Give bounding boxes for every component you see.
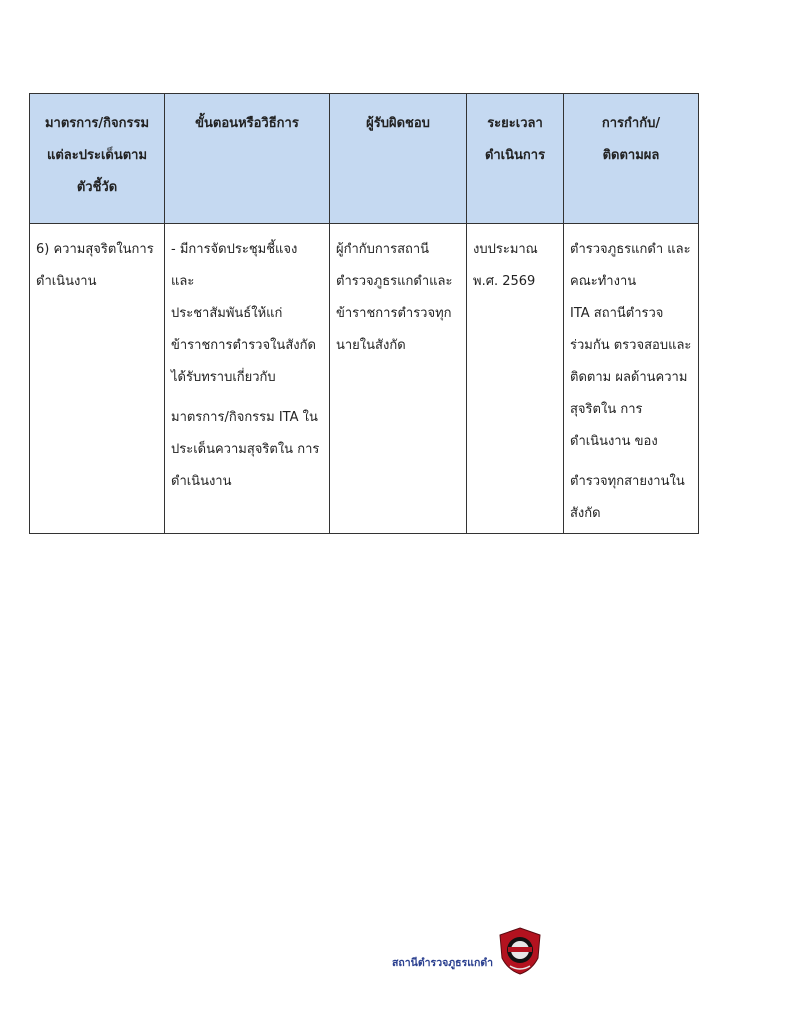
header-measure: มาตรการ/กิจกรรม แต่ละประเด็นตาม ตัวชี้วัด — [30, 94, 165, 224]
header-monitoring: การกำกับ/ ติดตามผล — [564, 94, 699, 224]
header-method: ขั้นตอนหรือวิธีการ — [165, 94, 330, 224]
header-responsible: ผู้รับผิดชอบ — [330, 94, 467, 224]
police-badge-icon — [496, 926, 544, 976]
table-row — [30, 224, 699, 534]
measures-table — [29, 93, 699, 534]
cell-responsible: ผู้กำกับการสถานี ตำรวจภูธรแกดำและ ข้าราชการตำรวจทุก นายในสังกัด — [330, 224, 467, 534]
cell-method: - มีการจัดประชุมชี้แจง และ ประชาสัมพันธ์ให้แก่ ข้าราชการตำรวจในสังกัด ได้รับทราบเกี่ยวกับ มาตรการ/กิจกรรม ITA ใน ประเด็นความสุจริตใน การ ดำเนินงาน — [165, 224, 330, 534]
footer-station-name: สถานีตำรวจภูธรแกดำ — [392, 957, 494, 969]
header-row — [30, 94, 699, 224]
cell-period: งบประมาณ พ.ศ. 2569 — [467, 224, 564, 534]
cell-measure: 6) ความสุจริตในการ ดำเนินงาน — [30, 224, 165, 534]
cell-monitoring: ตำรวจภูธรแกดำ และ คณะทำงาน ITA สถานีตำรวจ ร่วมกัน ตรวจสอบและ ติดตาม ผลด้านความ สุจริตใน การ ดำเนินงาน ของ ตำรวจทุกสายงานใน สังกัด — [564, 224, 699, 534]
header-period: ระยะเวลา ดำเนินการ — [467, 94, 564, 224]
